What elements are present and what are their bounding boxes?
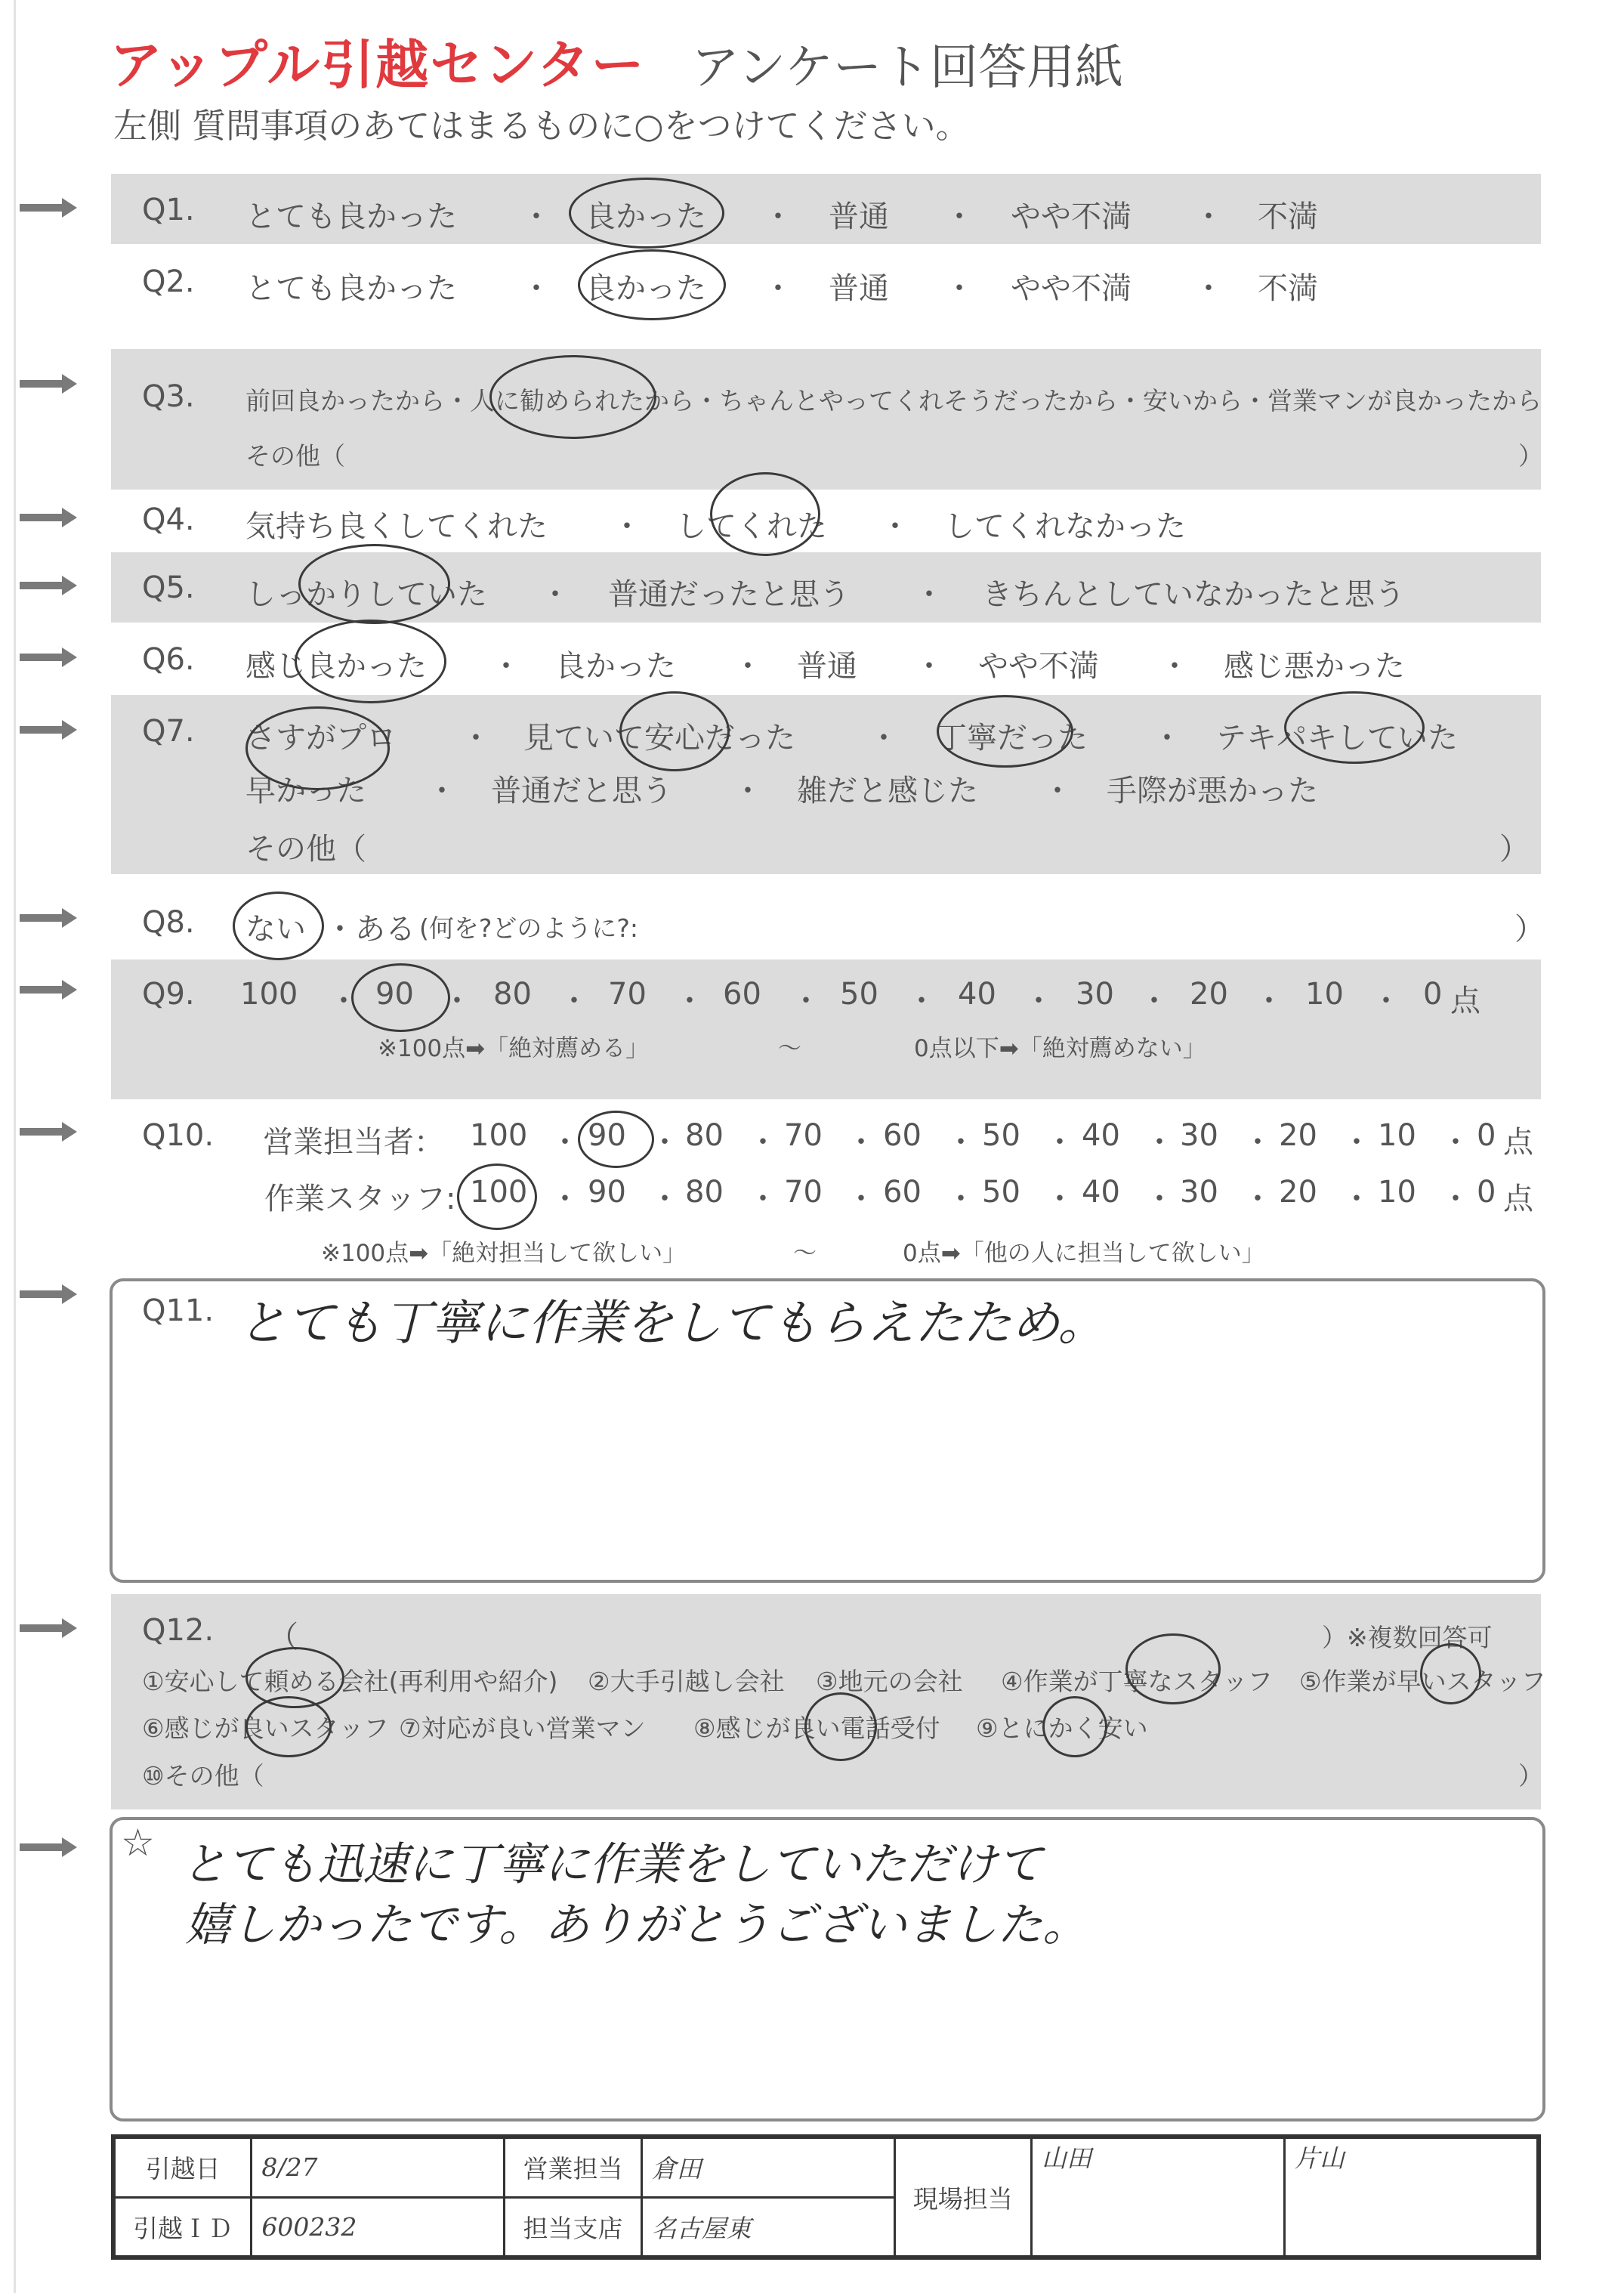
q12-open: （ — [268, 1620, 298, 1655]
q2-label: Q2. — [142, 264, 195, 299]
q2-option-3[interactable]: 普通 — [829, 271, 889, 306]
move-id-label: 引越ＩＤ — [113, 2197, 252, 2257]
q7-option-2[interactable]: 見ていて安心だった — [523, 721, 795, 756]
q3-label: Q3. — [142, 379, 195, 414]
q10-sales-score[interactable]: 0 — [1477, 1118, 1496, 1153]
q5-selection-circle — [298, 544, 450, 624]
q10-staff-score[interactable]: 20 — [1279, 1175, 1317, 1210]
q7-option-4[interactable]: テキパキしていた — [1216, 721, 1458, 756]
q6-option-4[interactable]: やや不満 — [978, 649, 1099, 684]
q10-staff-score[interactable]: 30 — [1180, 1175, 1218, 1210]
arrow-icon — [20, 1284, 77, 1304]
q1-option-4[interactable]: やや不満 — [1011, 199, 1132, 234]
q12-selection-circle-5 — [1420, 1643, 1481, 1704]
q8-selection-circle — [233, 892, 324, 960]
q6-option-1[interactable]: 感じ良かった — [245, 649, 427, 684]
q10-sales-score[interactable]: 30 — [1180, 1118, 1218, 1153]
q7-option-1[interactable]: さすがプロ — [245, 721, 397, 756]
move-date-value: 8/27 — [252, 2137, 505, 2197]
comment-line-1: とても迅速に丁寧に作業をしていただけて — [181, 1838, 1042, 1891]
q10-tilde: 〜 — [793, 1240, 817, 1267]
q6-option-3[interactable]: 普通 — [797, 649, 857, 684]
q10-sales-score[interactable]: 40 — [1082, 1118, 1120, 1153]
q10-row1-label: 営業担当者： — [263, 1125, 444, 1160]
q7-other[interactable]: その他（ — [245, 832, 366, 867]
q10-staff-score[interactable]: 80 — [685, 1175, 724, 1210]
q10-sales-score[interactable]: 20 — [1279, 1118, 1317, 1153]
q8-label: Q8. — [142, 905, 195, 940]
q6-option-2[interactable]: 良かった — [555, 649, 676, 684]
arrow-icon — [20, 1122, 77, 1142]
q5-option-3[interactable]: きちんとしていなかったと思う — [982, 577, 1405, 612]
q4-selection-circle — [710, 472, 820, 556]
q5-option-2[interactable]: 普通だったと思う — [608, 577, 850, 612]
q9-selection-circle — [351, 963, 450, 1032]
q9-score[interactable]: 10 — [1305, 977, 1344, 1012]
q2-option-5[interactable]: 不満 — [1258, 271, 1318, 306]
q1-label: Q1. — [142, 193, 195, 227]
q7-label: Q7. — [142, 714, 195, 749]
q12-multiple-note: ）※複数回答可 — [1322, 1623, 1493, 1652]
arrow-icon — [20, 720, 77, 740]
q6-label: Q6. — [142, 642, 195, 677]
q12-selection-circle-9 — [1042, 1696, 1107, 1757]
q1-option-5[interactable]: 不満 — [1258, 199, 1318, 234]
q1-option-2[interactable]: 良かった — [585, 199, 706, 234]
q5-label: Q5. — [142, 570, 195, 605]
q10-sales-score[interactable]: 60 — [883, 1118, 922, 1153]
q10-staff-score[interactable]: 100 — [470, 1175, 528, 1210]
q1-selection-circle — [569, 178, 724, 249]
q9-score[interactable]: 30 — [1076, 977, 1114, 1012]
q10-staff-selection-circle — [457, 1163, 537, 1230]
q7-option-6[interactable]: 普通だと思う — [491, 774, 672, 808]
q9-label: Q9. — [142, 977, 195, 1012]
instruction-text: 左側 質問事項のあてはまるものに○をつけてください。 — [113, 106, 970, 146]
q10-sales-score[interactable]: 70 — [784, 1118, 823, 1153]
q1-option-1[interactable]: とても良かった — [245, 199, 457, 234]
q10-sales-score[interactable]: 80 — [685, 1118, 724, 1153]
q10-staff-score[interactable]: 0 — [1477, 1175, 1496, 1210]
q12-other[interactable]: ⑩その他（ — [142, 1761, 264, 1791]
q2-selection-circle — [578, 249, 726, 320]
arrow-icon — [20, 576, 77, 595]
q10-sales-score[interactable]: 50 — [982, 1118, 1020, 1153]
q8-detail-close: ） — [1514, 912, 1545, 947]
q2-option-4[interactable]: やや不満 — [1011, 271, 1132, 306]
q3-selection-circle — [489, 355, 656, 439]
site-value-1: 山田 — [1031, 2137, 1284, 2257]
q9-score[interactable]: 70 — [608, 977, 647, 1012]
arrow-icon — [20, 374, 77, 394]
q12-option[interactable]: ①安心して頼める会社(再利用や紹介) — [142, 1667, 558, 1696]
q6-option-5[interactable]: 感じ悪かった — [1224, 649, 1405, 684]
q10-staff-score[interactable]: 10 — [1378, 1175, 1416, 1210]
q4-option-1[interactable]: 気持ち良くしてくれた — [245, 509, 548, 544]
arrow-icon — [20, 198, 77, 218]
q4-option-3[interactable]: してくれなかった — [944, 509, 1186, 544]
arrow-icon — [20, 980, 77, 1000]
q4-option-2[interactable]: してくれた — [676, 509, 827, 544]
sales-label: 営業担当 — [505, 2137, 641, 2197]
q10-sales-score[interactable]: 10 — [1378, 1118, 1416, 1153]
q9-score[interactable]: 50 — [840, 977, 878, 1012]
q4-label: Q4. — [142, 502, 195, 537]
q9-score[interactable]: 40 — [958, 977, 996, 1012]
q10-unit: 点 — [1503, 1182, 1533, 1216]
move-date-label: 引越日 — [113, 2137, 252, 2197]
q7-option-5[interactable]: 早かった — [245, 774, 366, 808]
q7-other-close: ） — [1499, 832, 1530, 867]
arrow-icon — [20, 508, 77, 527]
q8-detail[interactable]: (何を?どのように?: — [419, 913, 639, 943]
q12-selection-circle-6 — [245, 1696, 332, 1757]
q9-note-right: 0点以下➡「絶対薦めない」 — [914, 1035, 1206, 1062]
q11-answer: とても丁寧に作業をしてもらえたため。 — [238, 1296, 1107, 1352]
q9-score[interactable]: 100 — [240, 977, 298, 1012]
q10-sales-selection-circle — [578, 1111, 654, 1168]
q5-option-1[interactable]: しっかりしていた — [245, 577, 487, 612]
q3-other[interactable]: その他（ — [245, 441, 345, 471]
q12-label: Q12. — [142, 1613, 215, 1648]
q7-selection-circle-3 — [937, 695, 1073, 768]
q12-other-close: ） — [1518, 1761, 1543, 1791]
q8-option-some[interactable]: ある — [355, 912, 415, 947]
sales-value: 倉田 — [641, 2137, 894, 2197]
q6-selection-circle — [295, 620, 446, 703]
q12-option[interactable]: ⑨とにかく安い — [976, 1714, 1148, 1743]
q10-sales-score[interactable]: 100 — [470, 1118, 528, 1153]
q12-option[interactable]: ④作業が丁寧なスタッフ — [1001, 1667, 1273, 1696]
site-value-2: 片山 — [1284, 2137, 1539, 2257]
q7-selection-circle-4 — [1284, 691, 1425, 764]
site-label: 現場担当 — [894, 2137, 1031, 2257]
branch-label: 担当支店 — [505, 2197, 641, 2257]
q10-unit: 点 — [1503, 1125, 1533, 1160]
q3-other-close: ） — [1518, 441, 1543, 471]
q12-option[interactable]: ⑧感じが良い電話受付 — [693, 1714, 940, 1743]
q9-tilde: 〜 — [778, 1035, 801, 1062]
q12-option[interactable]: ⑤作業が早いスタッフ — [1299, 1667, 1546, 1696]
move-id-value: 600232 — [252, 2197, 505, 2257]
branch-value: 名古屋東 — [641, 2197, 894, 2257]
q10-staff-score[interactable]: 70 — [784, 1175, 823, 1210]
q10-row2-label: 作業スタッフ: — [264, 1182, 456, 1216]
arrow-icon — [20, 1837, 77, 1857]
q12-selection-circle-8 — [804, 1692, 877, 1761]
q11-label: Q11. — [142, 1293, 215, 1328]
q10-staff-score[interactable]: 50 — [982, 1175, 1020, 1210]
q10-label: Q10. — [142, 1118, 215, 1153]
q9-score[interactable]: 20 — [1190, 977, 1228, 1012]
q9-score[interactable]: 0 — [1423, 977, 1443, 1012]
arrow-icon — [20, 1618, 77, 1638]
q12-option[interactable]: ②大手引越し会社 — [588, 1667, 785, 1696]
q7-option-7[interactable]: 雑だと感じた — [797, 774, 978, 808]
footer-table — [111, 2134, 1541, 2260]
q1-option-3[interactable]: 普通 — [829, 199, 889, 234]
q9-score[interactable]: 80 — [493, 977, 532, 1012]
q9-score[interactable]: 90 — [375, 977, 414, 1012]
brand-title: アップル引越センター — [110, 34, 646, 96]
star-icon: ☆ — [121, 1821, 155, 1865]
q10-sales-score[interactable]: 90 — [588, 1118, 626, 1153]
comment-line-2: 嬉しかったです。ありがとうございました。 — [185, 1899, 1088, 1952]
q10-staff-score[interactable]: 60 — [883, 1175, 922, 1210]
q9-note-left: ※100点➡「絶対薦める」 — [378, 1035, 650, 1062]
q12-option[interactable]: ⑦対応が良い営業マン — [399, 1714, 646, 1743]
left-margin-line — [14, 0, 16, 2293]
arrow-icon — [20, 908, 77, 928]
q10-note-left: ※100点➡「絶対担当して欲しい」 — [321, 1240, 687, 1267]
q10-note-right: 0点➡「他の人に担当して欲しい」 — [903, 1240, 1265, 1267]
q7-option-8[interactable]: 手際が悪かった — [1107, 774, 1318, 808]
form-subtitle: アンケート回答用紙 — [691, 40, 1124, 96]
arrow-icon — [20, 647, 77, 667]
q9-unit: 点 — [1450, 984, 1480, 1018]
q7-selection-circle-2 — [619, 691, 730, 771]
q12-option[interactable]: ⑥感じが良いスタッフ — [142, 1714, 389, 1743]
q10-staff-score[interactable]: 90 — [588, 1175, 626, 1210]
q7-option-3[interactable]: 丁寧だった — [937, 721, 1088, 756]
q7-selection-circle-1 — [245, 706, 390, 790]
q12-selection-circle-4 — [1125, 1633, 1221, 1704]
q3-options[interactable]: 前回良かったから・人に勧められたから・ちゃんとやってくれそうだったから・安いから・営業マンが良かったから — [245, 386, 1542, 416]
q9-score[interactable]: 60 — [723, 977, 761, 1012]
q12-option[interactable]: ③地元の会社 — [816, 1667, 963, 1696]
q8-option-none[interactable]: ない — [245, 912, 306, 947]
q2-option-1[interactable]: とても良かった — [245, 271, 457, 306]
q10-staff-score[interactable]: 40 — [1082, 1175, 1120, 1210]
q2-option-2[interactable]: 良かった — [585, 271, 706, 306]
